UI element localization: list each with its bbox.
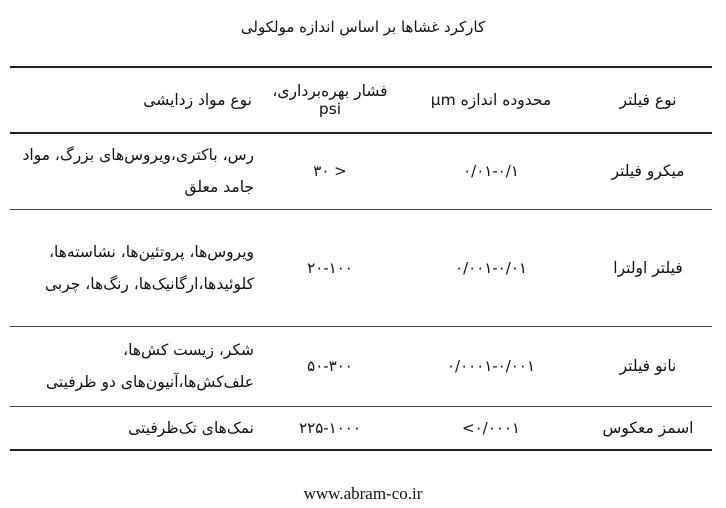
header-pressure: فشار بهره‌برداری، psi (262, 67, 398, 133)
cell-pressure: ۵۰-۳۰۰ (262, 326, 398, 406)
table-row (10, 133, 712, 209)
cell-removed-materials: نمک‌های تک‌ظرفیتی (10, 406, 262, 450)
cell-filter-type: اسمز معکوس (584, 406, 712, 450)
table-row (10, 209, 712, 326)
cell-removed-materials: ویروس‌ها، پروتئین‌ها، نشاسته‌ها، کلوئیدها،ارگانیک‌ها، رنگ‌ها، چربی (10, 209, 262, 326)
table-row (10, 406, 712, 450)
cell-pressure: ۲۲۵-۱۰۰۰ (262, 406, 398, 450)
cell-filter-type: نانو فیلتر (584, 326, 712, 406)
page-title: کارکرد غشاها بر اساس اندازه مولکولی (240, 18, 486, 36)
cell-filter-type: میکرو فیلتر (584, 133, 712, 209)
header-filter-type: نوع فیلتر (584, 67, 712, 133)
membrane-table-container (10, 66, 712, 451)
cell-size-range: ۰/۰۰۰۱-۰/۰۰۱ (398, 326, 584, 406)
header-removed-materials: نوع مواد زدایشی (10, 67, 262, 133)
cell-size-range: ۰/۰۱-۰/۱ (398, 133, 584, 209)
cell-size-range: ۰/۰۰۰۱> (398, 406, 584, 450)
cell-removed-materials: شکر، زیست کش‌ها، علف‌کش‌ها،آنیون‌های دو ظرفیتی (10, 326, 262, 406)
cell-pressure: < ۳۰ (262, 133, 398, 209)
cell-filter-type: فیلتر اولترا (584, 209, 712, 326)
cell-removed-materials: رس، باکتری،ویروس‌های بزرگ، مواد جامد معلق (10, 133, 262, 209)
cell-size-range: ۰/۰۰۱-۰/۰۱ (398, 209, 584, 326)
table-row (10, 326, 712, 406)
header-size-range: محدوده اندازه μm (398, 67, 584, 133)
cell-pressure: ۲۰-۱۰۰ (262, 209, 398, 326)
table-header-row (10, 67, 712, 133)
membrane-table (10, 66, 712, 451)
website-url: www.abram-co.ir (303, 484, 423, 503)
